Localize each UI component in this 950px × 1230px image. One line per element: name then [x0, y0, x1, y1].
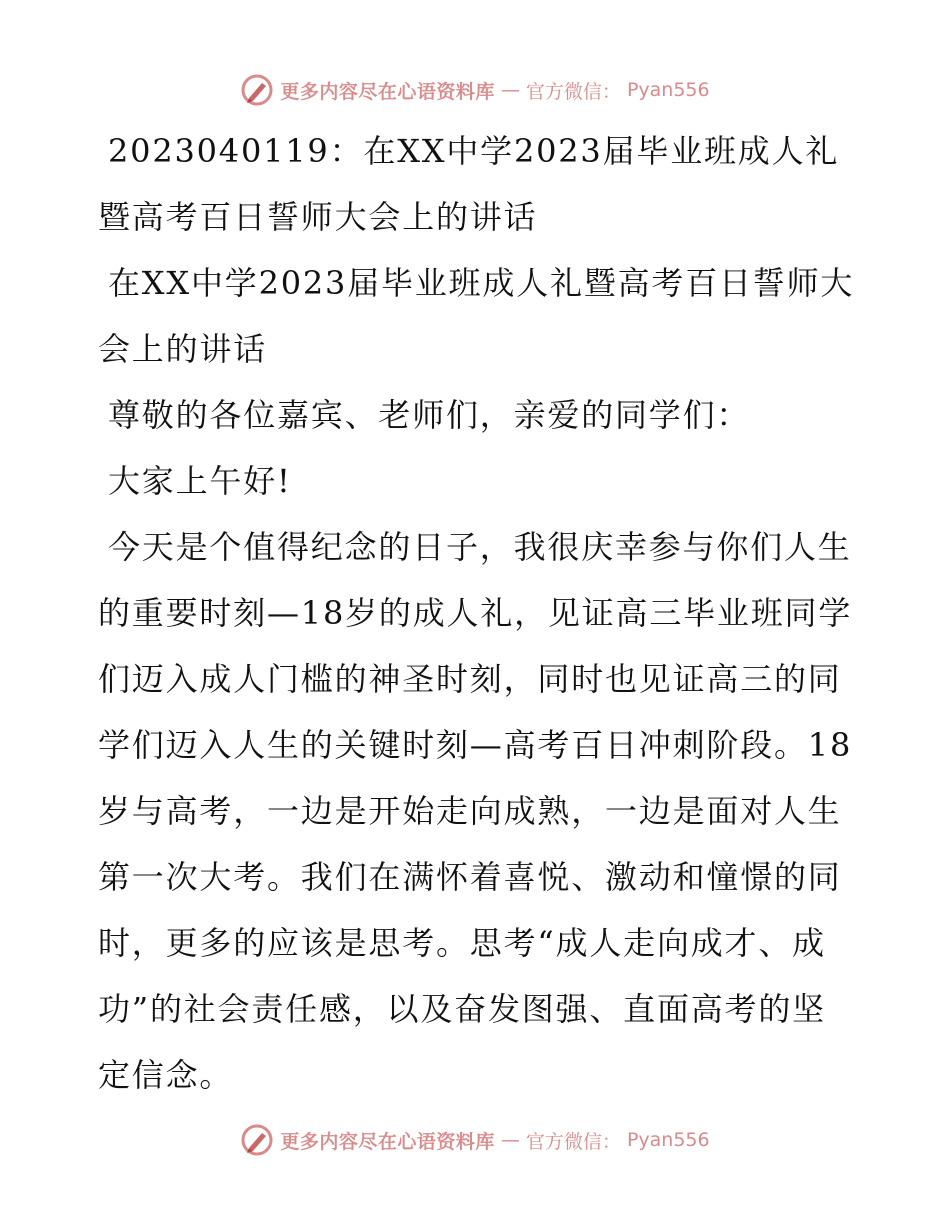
document-subtitle: 在XX中学2023届毕业班成人礼暨高考百日誓师大会上的讲话	[98, 264, 855, 368]
greeting: 大家上午好!	[108, 462, 292, 500]
footer-watermark-banner	[0, 1120, 950, 1160]
wechat-id: Pyan556	[626, 79, 710, 101]
wechat-label: 官方微信：	[525, 80, 621, 103]
banner-separator: —	[500, 1129, 520, 1151]
pen-logo-icon	[240, 1123, 274, 1157]
pen-logo-icon	[240, 73, 274, 107]
document-body	[98, 118, 858, 1108]
wechat-id: Pyan556	[626, 1129, 710, 1151]
banner-separator: —	[500, 79, 520, 101]
body-paragraph: 今天是个值得纪念的日子，我很庆幸参与你们人生的重要时刻—18岁的成人礼，见证高三毕业班同学们迈入成人门槛的神圣时刻，同时也见证高三的同学们迈入人生的关键时刻—高考百日冲刺阶段。18岁与高考，一边是开始走向成熟，一边是面对人生第一次大考。我们在满怀着喜悦、激动和憧憬的同时，更多的应该是思考。思考“成人走向成才、成功”的社会责任感，以及奋发图强、直面高考的坚定信念。	[98, 528, 853, 1094]
header-watermark-banner	[0, 70, 950, 110]
wechat-label: 官方微信：	[525, 1130, 621, 1153]
site-name-text: 更多内容尽在心语资料库	[280, 80, 495, 103]
document-title: 2023040119：在XX中学2023届毕业班成人礼暨高考百日誓师大会上的讲话	[98, 132, 840, 236]
salutation: 尊敬的各位嘉宾、老师们，亲爱的同学们：	[108, 396, 751, 434]
site-name-text: 更多内容尽在心语资料库	[280, 1130, 495, 1153]
